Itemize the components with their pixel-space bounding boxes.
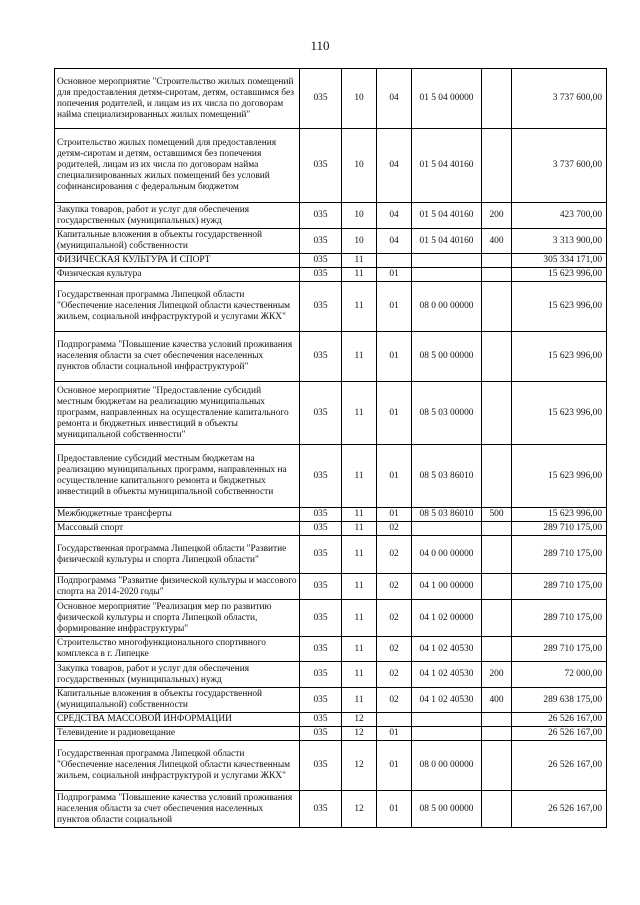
table-row bbox=[55, 713, 607, 727]
row-subsection-code: 04 bbox=[377, 229, 412, 254]
row-amount: 3 737 600,00 bbox=[512, 129, 607, 203]
row-target-code: 01 5 04 40160 bbox=[412, 203, 482, 229]
table-row bbox=[55, 229, 607, 254]
row-subsection-code bbox=[377, 254, 412, 268]
row-admin-code: 035 bbox=[300, 382, 342, 445]
table-row bbox=[55, 637, 607, 662]
row-amount: 305 334 171,00 bbox=[512, 254, 607, 268]
row-expense-type-code bbox=[482, 600, 512, 637]
row-section-code: 11 bbox=[342, 268, 377, 282]
row-name: Закупка товаров, работ и услуг для обеспечения государственных (муниципальных) нужд bbox=[55, 203, 300, 229]
row-admin-code: 035 bbox=[300, 574, 342, 600]
row-amount: 26 526 167,00 bbox=[512, 713, 607, 727]
row-admin-code: 035 bbox=[300, 688, 342, 713]
row-admin-code: 035 bbox=[300, 282, 342, 332]
row-name: Государственная программа Липецкой области "Развитие физической культуры и спорта Липецкой области" bbox=[55, 536, 300, 574]
row-admin-code: 035 bbox=[300, 713, 342, 727]
row-name: Межбюджетные трансферты bbox=[55, 508, 300, 522]
row-subsection-code: 04 bbox=[377, 203, 412, 229]
row-admin-code: 035 bbox=[300, 536, 342, 574]
row-target-code: 04 1 00 00000 bbox=[412, 574, 482, 600]
row-expense-type-code bbox=[482, 282, 512, 332]
row-section-code: 11 bbox=[342, 508, 377, 522]
row-expense-type-code bbox=[482, 637, 512, 662]
row-expense-type-code bbox=[482, 129, 512, 203]
row-section-code: 11 bbox=[342, 522, 377, 536]
table-row bbox=[55, 129, 607, 203]
row-admin-code: 035 bbox=[300, 445, 342, 508]
row-subsection-code: 02 bbox=[377, 600, 412, 637]
row-section-code: 12 bbox=[342, 791, 377, 828]
page-number: 110 bbox=[310, 38, 330, 53]
row-expense-type-code bbox=[482, 574, 512, 600]
row-section-code: 11 bbox=[342, 445, 377, 508]
row-admin-code: 035 bbox=[300, 508, 342, 522]
row-subsection-code: 02 bbox=[377, 688, 412, 713]
row-amount: 289 710 175,00 bbox=[512, 522, 607, 536]
row-name: Предоставление субсидий местным бюджетам на реализацию муниципальных программ, направленных на осуществление капитального ремонта и бюджетных инвестиций в объекты муниципальной собственности bbox=[55, 445, 300, 508]
row-target-code: 08 5 03 86010 bbox=[412, 445, 482, 508]
row-admin-code: 035 bbox=[300, 268, 342, 282]
row-target-code: 04 1 02 40530 bbox=[412, 688, 482, 713]
row-subsection-code: 01 bbox=[377, 282, 412, 332]
row-name: СРЕДСТВА МАССОВОЙ ИНФОРМАЦИИ bbox=[55, 713, 300, 727]
row-amount: 26 526 167,00 bbox=[512, 727, 607, 741]
row-section-code: 11 bbox=[342, 600, 377, 637]
table-row bbox=[55, 268, 607, 282]
row-admin-code: 035 bbox=[300, 129, 342, 203]
row-admin-code: 035 bbox=[300, 662, 342, 688]
row-expense-type-code bbox=[482, 741, 512, 791]
row-target-code bbox=[412, 254, 482, 268]
row-amount: 3 313 900,00 bbox=[512, 229, 607, 254]
row-name: Массовый спорт bbox=[55, 522, 300, 536]
row-subsection-code: 01 bbox=[377, 382, 412, 445]
row-section-code: 11 bbox=[342, 688, 377, 713]
row-expense-type-code bbox=[482, 713, 512, 727]
row-amount: 3 737 600,00 bbox=[512, 69, 607, 129]
table-row bbox=[55, 727, 607, 741]
row-name: Подпрограмма "Повышение качества условий проживания населения области за счет обеспечения населенных пунктов области социальной инфраструктурой" bbox=[55, 332, 300, 382]
table-row bbox=[55, 688, 607, 713]
row-target-code: 01 5 04 00000 bbox=[412, 69, 482, 129]
row-amount: 289 710 175,00 bbox=[512, 600, 607, 637]
table-row bbox=[55, 282, 607, 332]
row-target-code bbox=[412, 713, 482, 727]
row-expense-type-code bbox=[482, 69, 512, 129]
row-target-code bbox=[412, 727, 482, 741]
row-amount: 289 710 175,00 bbox=[512, 574, 607, 600]
row-amount: 289 710 175,00 bbox=[512, 536, 607, 574]
row-expense-type-code bbox=[482, 332, 512, 382]
row-name: ФИЗИЧЕСКАЯ КУЛЬТУРА И СПОРТ bbox=[55, 254, 300, 268]
row-name: Государственная программа Липецкой области "Обеспечение населения Липецкой области качественным жильем, социальной инфраструктурой и услугами ЖКХ" bbox=[55, 282, 300, 332]
row-expense-type-code: 200 bbox=[482, 662, 512, 688]
row-amount: 423 700,00 bbox=[512, 203, 607, 229]
table-row bbox=[55, 600, 607, 637]
row-admin-code: 035 bbox=[300, 600, 342, 637]
row-name: Основное мероприятие "Строительство жилых помещений для предоставления детям-сиротам, детям, оставшимся без попечения родителей, и лицам из их числа по договорам найма специализированных жилых помещений" bbox=[55, 69, 300, 129]
row-expense-type-code bbox=[482, 254, 512, 268]
row-subsection-code: 02 bbox=[377, 662, 412, 688]
row-subsection-code: 01 bbox=[377, 445, 412, 508]
row-admin-code: 035 bbox=[300, 522, 342, 536]
row-target-code: 04 1 02 40530 bbox=[412, 637, 482, 662]
table-row bbox=[55, 791, 607, 828]
row-name: Капитальные вложения в объекты государственной (муниципальной) собственности bbox=[55, 229, 300, 254]
row-section-code: 10 bbox=[342, 203, 377, 229]
row-target-code: 08 0 00 00000 bbox=[412, 741, 482, 791]
row-admin-code: 035 bbox=[300, 69, 342, 129]
row-name: Основное мероприятие "Предоставление субсидий местным бюджетам на реализацию муниципальных программ, направленных на осуществление капитального ремонта и бюджетных инвестиций в объекты муниципальной собственности" bbox=[55, 382, 300, 445]
row-name: Основное мероприятие "Реализация мер по развитию физической культуры и спорта Липецкой области, формирование инфраструктуры" bbox=[55, 600, 300, 637]
row-subsection-code: 01 bbox=[377, 332, 412, 382]
table-row bbox=[55, 445, 607, 508]
row-target-code: 04 1 02 00000 bbox=[412, 600, 482, 637]
table-row bbox=[55, 332, 607, 382]
row-section-code: 10 bbox=[342, 229, 377, 254]
row-section-code: 11 bbox=[342, 637, 377, 662]
row-name: Подпрограмма "Развитие физической культуры и массового спорта на 2014-2020 годы" bbox=[55, 574, 300, 600]
row-target-code: 08 5 00 00000 bbox=[412, 791, 482, 828]
row-target-code: 01 5 04 40160 bbox=[412, 229, 482, 254]
row-section-code: 11 bbox=[342, 574, 377, 600]
table-row bbox=[55, 741, 607, 791]
row-admin-code: 035 bbox=[300, 637, 342, 662]
row-name: Физическая культура bbox=[55, 268, 300, 282]
row-admin-code: 035 bbox=[300, 727, 342, 741]
row-admin-code: 035 bbox=[300, 229, 342, 254]
row-subsection-code: 02 bbox=[377, 574, 412, 600]
row-target-code: 04 1 02 40530 bbox=[412, 662, 482, 688]
row-admin-code: 035 bbox=[300, 791, 342, 828]
row-subsection-code: 01 bbox=[377, 508, 412, 522]
row-section-code: 12 bbox=[342, 713, 377, 727]
row-section-code: 11 bbox=[342, 536, 377, 574]
row-name: Капитальные вложения в объекты государственной (муниципальной) собственности bbox=[55, 688, 300, 713]
row-expense-type-code bbox=[482, 445, 512, 508]
row-amount: 15 623 996,00 bbox=[512, 268, 607, 282]
row-expense-type-code: 200 bbox=[482, 203, 512, 229]
row-amount: 289 710 175,00 bbox=[512, 637, 607, 662]
row-section-code: 11 bbox=[342, 332, 377, 382]
row-subsection-code: 01 bbox=[377, 268, 412, 282]
row-name: Телевидение и радиовещание bbox=[55, 727, 300, 741]
row-amount: 72 000,00 bbox=[512, 662, 607, 688]
table-row bbox=[55, 382, 607, 445]
table-row bbox=[55, 69, 607, 129]
row-target-code: 08 5 03 86010 bbox=[412, 508, 482, 522]
row-expense-type-code: 400 bbox=[482, 229, 512, 254]
table-row bbox=[55, 508, 607, 522]
row-subsection-code: 01 bbox=[377, 741, 412, 791]
row-expense-type-code bbox=[482, 727, 512, 741]
row-target-code: 01 5 04 40160 bbox=[412, 129, 482, 203]
table-row bbox=[55, 203, 607, 229]
table-row bbox=[55, 522, 607, 536]
row-admin-code: 035 bbox=[300, 203, 342, 229]
table-row bbox=[55, 254, 607, 268]
row-expense-type-code bbox=[482, 522, 512, 536]
row-section-code: 10 bbox=[342, 69, 377, 129]
row-amount: 26 526 167,00 bbox=[512, 791, 607, 828]
row-subsection-code: 01 bbox=[377, 727, 412, 741]
row-expense-type-code bbox=[482, 382, 512, 445]
row-target-code: 08 0 00 00000 bbox=[412, 282, 482, 332]
row-name: Подпрограмма "Повышение качества условий проживания населения области за счет обеспечения населенных пунктов области социальной bbox=[55, 791, 300, 828]
row-amount: 289 638 175,00 bbox=[512, 688, 607, 713]
row-section-code: 11 bbox=[342, 382, 377, 445]
row-target-code: 04 0 00 00000 bbox=[412, 536, 482, 574]
row-subsection-code: 02 bbox=[377, 637, 412, 662]
row-amount: 15 623 996,00 bbox=[512, 445, 607, 508]
row-subsection-code: 04 bbox=[377, 69, 412, 129]
row-name: Закупка товаров, работ и услуг для обеспечения государственных (муниципальных) нужд bbox=[55, 662, 300, 688]
row-expense-type-code bbox=[482, 268, 512, 282]
row-admin-code: 035 bbox=[300, 741, 342, 791]
budget-table bbox=[54, 68, 607, 828]
row-target-code: 08 5 00 00000 bbox=[412, 332, 482, 382]
row-amount: 15 623 996,00 bbox=[512, 332, 607, 382]
row-admin-code: 035 bbox=[300, 254, 342, 268]
row-name: Строительство жилых помещений для предоставления детям-сиротам и детям, оставшимся без попечения родителей, лицам из их числа по договорам найма специализированных жилых помещений без условий софинансирования с федеральным бюджетом bbox=[55, 129, 300, 203]
row-section-code: 10 bbox=[342, 129, 377, 203]
row-admin-code: 035 bbox=[300, 332, 342, 382]
row-target-code bbox=[412, 522, 482, 536]
row-amount: 15 623 996,00 bbox=[512, 508, 607, 522]
row-amount: 15 623 996,00 bbox=[512, 282, 607, 332]
row-section-code: 12 bbox=[342, 741, 377, 791]
table-row bbox=[55, 536, 607, 574]
row-amount: 15 623 996,00 bbox=[512, 382, 607, 445]
row-subsection-code bbox=[377, 713, 412, 727]
row-subsection-code: 02 bbox=[377, 536, 412, 574]
row-section-code: 11 bbox=[342, 662, 377, 688]
row-section-code: 11 bbox=[342, 254, 377, 268]
table-row bbox=[55, 574, 607, 600]
row-name: Строительство многофункционального спортивного комплекса в г. Липецке bbox=[55, 637, 300, 662]
row-subsection-code: 01 bbox=[377, 791, 412, 828]
row-section-code: 11 bbox=[342, 282, 377, 332]
row-section-code: 12 bbox=[342, 727, 377, 741]
row-subsection-code: 02 bbox=[377, 522, 412, 536]
table-body bbox=[55, 69, 607, 828]
row-target-code: 08 5 03 00000 bbox=[412, 382, 482, 445]
row-subsection-code: 04 bbox=[377, 129, 412, 203]
row-name: Государственная программа Липецкой области "Обеспечение населения Липецкой области качественным жильем, социальной инфраструктурой и услугами ЖКХ" bbox=[55, 741, 300, 791]
row-expense-type-code bbox=[482, 536, 512, 574]
row-expense-type-code: 500 bbox=[482, 508, 512, 522]
row-expense-type-code: 400 bbox=[482, 688, 512, 713]
table-row bbox=[55, 662, 607, 688]
row-amount: 26 526 167,00 bbox=[512, 741, 607, 791]
row-expense-type-code bbox=[482, 791, 512, 828]
row-target-code bbox=[412, 268, 482, 282]
